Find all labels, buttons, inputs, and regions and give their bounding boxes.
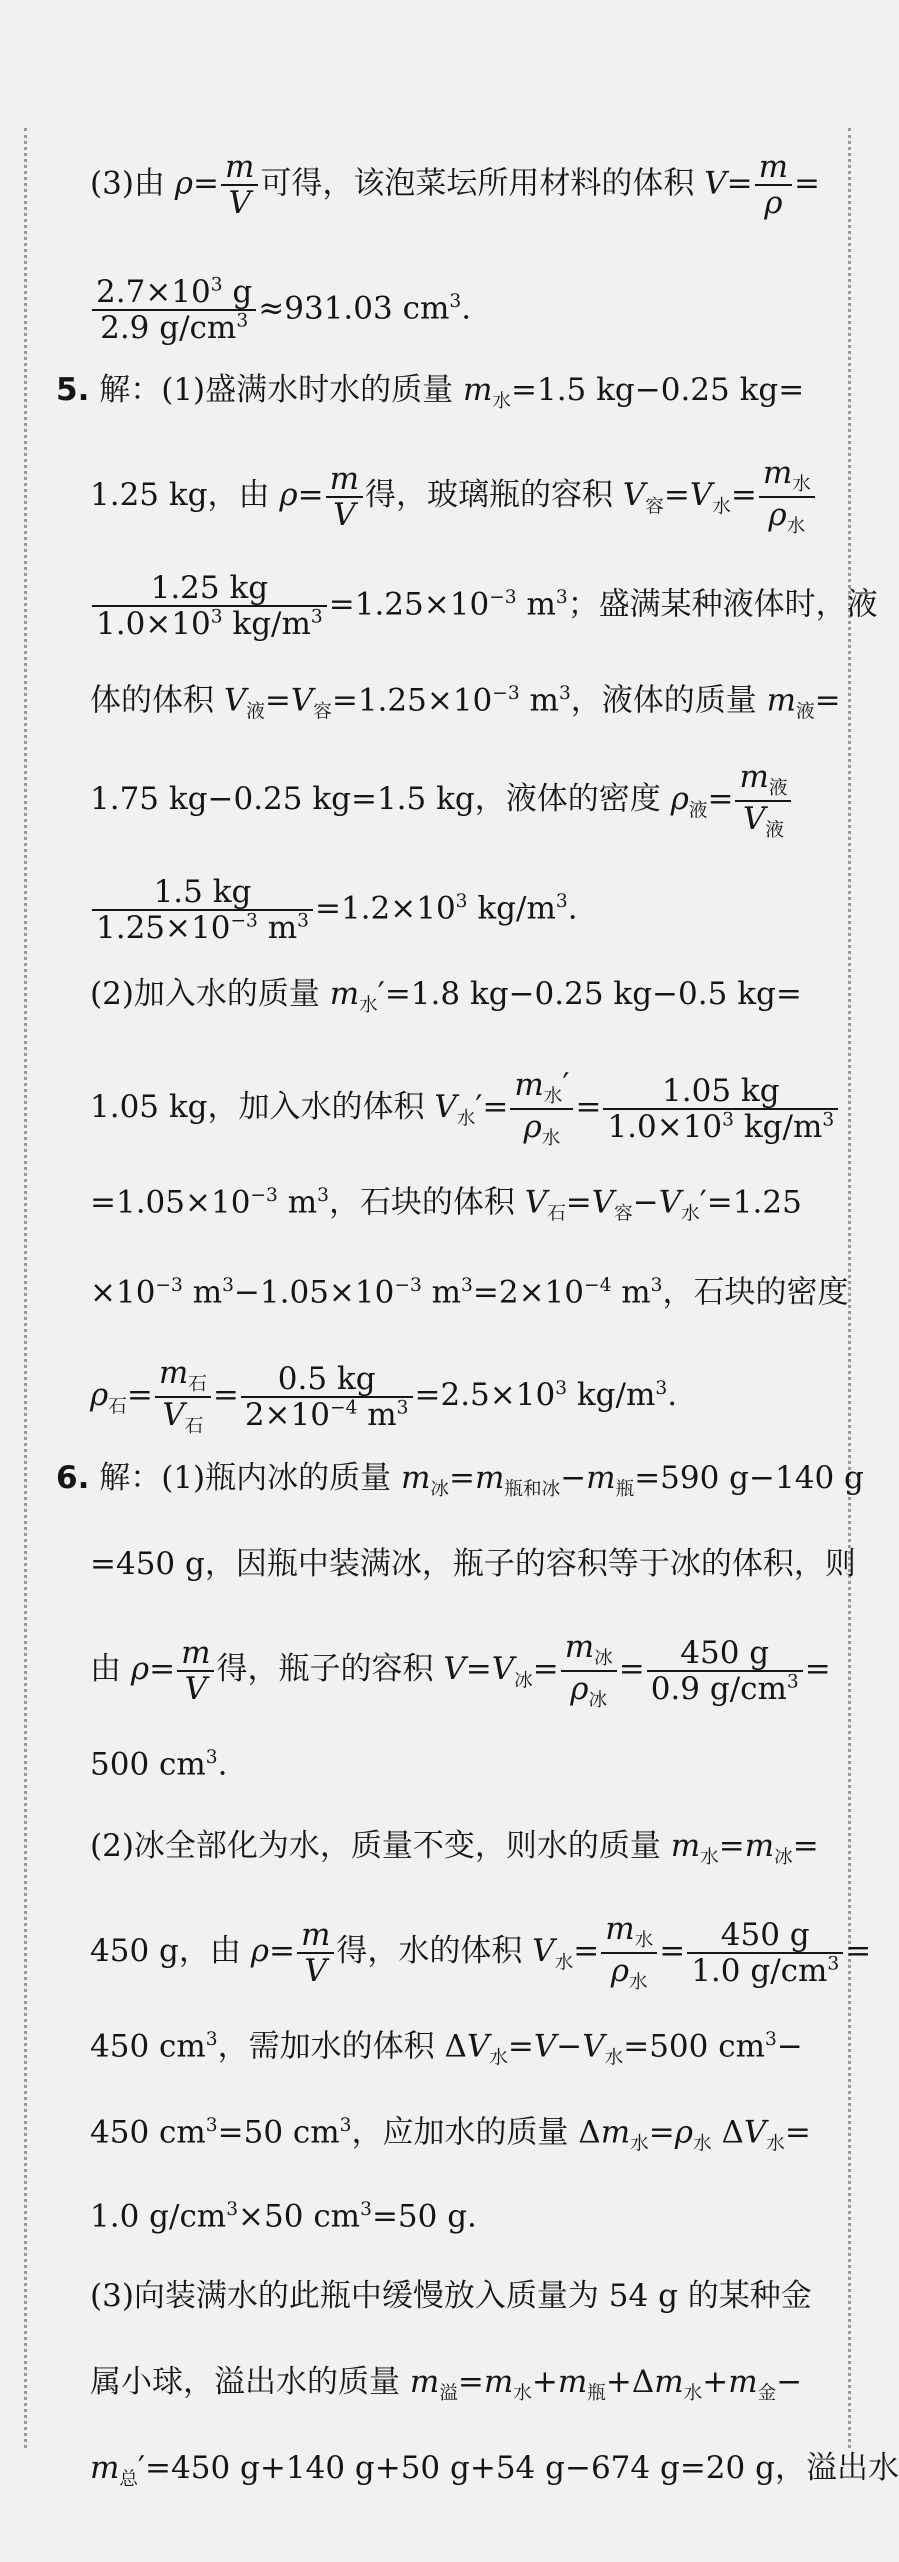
text-line: 450 g，由 ρ= $\frac{m}{V}$ 得，水的体积 $V_水=$ $\frac{m_水}{\rho_水}$ = $\frac{450 g}{1.0 g/cm^3}$ =: [90, 1911, 872, 1993]
text-line: $\frac{1.5 kg}{1.25\times 10^{-3} m^3}$ $=1.2\times 10^3$ $kg/m^3$.: [90, 872, 578, 932]
text-line: $m_总'=450$ g+140 g+50 g+54 g−674 g=20 g，溢出水: [90, 2450, 899, 2491]
text-line: 1.0 $g/cm^3\times 50$ $cm^3=50$ g.: [90, 2198, 477, 2235]
text-line: 5. 解：(1)盛满水时水的质量 $m_水=1.5$ kg−0.25 kg=: [56, 372, 805, 413]
text-line: $\frac{1.25 kg}{1.0\times 10^3 kg/m^3}$ $=1.25\times 10^{-3}$ $m^3$；盛满某种液体时，液: [90, 568, 878, 628]
text-line: 500 $cm^3$.: [90, 1746, 228, 1783]
left-dotted-border: [24, 128, 27, 2448]
text-line: (3)由 ρ= $\frac{m}{V}$ 可得，该泡菜坛所用材料的体积 V= $\frac{m}{\rho}$ =: [90, 149, 821, 222]
text-line: 6. 解：(1)瓶内冰的质量 $m_冰=m_{瓶和冰}-m_瓶=590$ g−140 g: [56, 1460, 864, 1501]
text-line: 属小球，溢出水的质量 $m_溢=m_水+m_瓶+\Delta m_水+m_金-$: [90, 2364, 803, 2405]
text-line: (2)加入水的质量 $m_水'=1.8$ kg−0.25 kg−0.5 kg=: [90, 976, 802, 1017]
text-line: 体的体积 $V_液=V_容=1.25\times 10^{-3}$ $m^3$，液体的质量 $m_液=$: [90, 682, 841, 723]
text-line: (3)向装满水的此瓶中缓慢放入质量为 54 g 的某种金: [90, 2278, 812, 2314]
text-line: 1.05 kg，加入水的体积 $V_水'=$ $\frac{m_水'}{\rho_水}$ = $\frac{1.05 kg}{1.0\times 10^3 kg/m^3}$: [90, 1068, 840, 1128]
text-line: $=1.05\times 10^{-3}$ $m^3$，石块的体积 $V_石=V_容-V_水'=1.25$: [90, 1184, 802, 1225]
text-line: 450 $cm^3=50$ $cm^3$，应加水的质量 $\Delta m_水=\rho_水$ $\Delta V_水=$: [90, 2114, 811, 2155]
text-line: 1.75 kg−0.25 kg=1.5 kg，液体的密度 $\rho_液=$ $\frac{m_液}{V_液}$: [90, 760, 793, 820]
text-line: $\times 10^{-3}$ $m^3-1.05\times 10^{-3}$ $m^3=2\times 10^{-4}$ $m^3$，石块的密度: [90, 1274, 849, 1311]
text-line: 由 ρ= $\frac{m}{V}$ 得，瓶子的容积 $V=V_冰=$ $\frac{m_冰}{\rho_冰}$ = $\frac{450 g}{0.9 g/cm^3}$ =: [90, 1629, 831, 1711]
text-line: $\rho_石=$ $\frac{m_石}{V_石}$ = $\frac{0.5 kg}{2\times 10^{-4} m^3}$ $=2.5\times 10^3$ $kg/m^3$.: [90, 1355, 678, 1437]
text-line: (2)冰全部化为水，质量不变，则水的质量 $m_水=m_冰=$: [90, 1828, 819, 1869]
text-line: 450 $cm^3$，需加水的体积 $\Delta V_水=V-V_水=500$ $cm^3-$: [90, 2028, 803, 2069]
text-line: $\frac{2.7\times 10^3 g}{2.9 g/cm^3}$ ≈931.03 $cm^3$.: [90, 272, 471, 332]
text-line: =450 g，因瓶中装满冰，瓶子的容积等于冰的体积，则: [90, 1546, 856, 1582]
text-line: 1.25 kg，由 ρ= $\frac{m}{V}$ 得，玻璃瓶的容积 $V_容=V_水=$ $\frac{m_水}{\rho_水}$: [90, 456, 817, 516]
